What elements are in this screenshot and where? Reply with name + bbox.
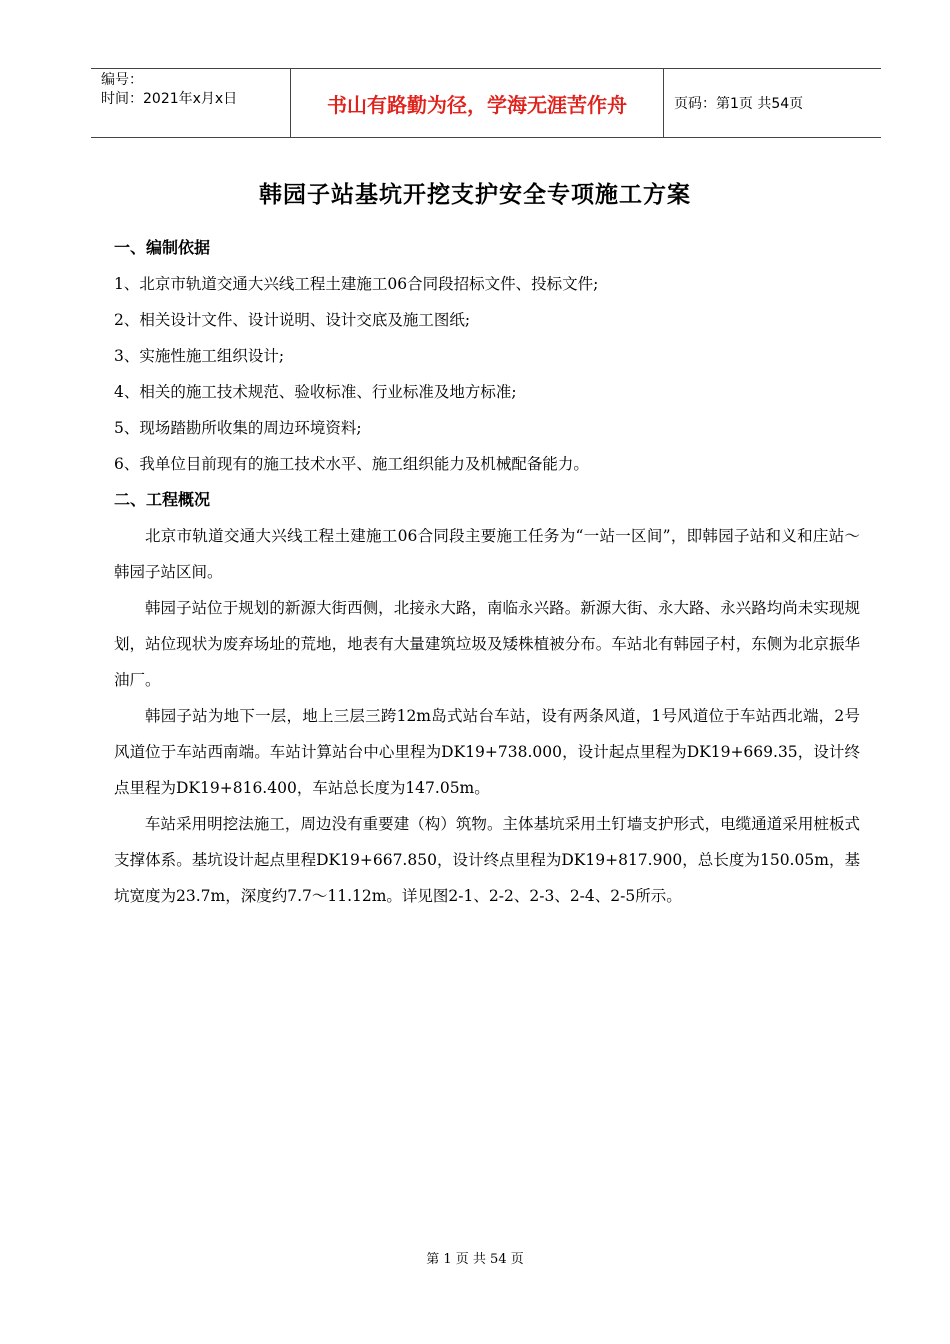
basis-item: 4、相关的施工技术规范、验收标准、行业标准及地方标准; bbox=[114, 383, 517, 401]
overview-paragraph: 韩园子站为地下一层，地上三层三跨12m岛式站台车站，设有两条风道，1号风道位于车站西北端，2号风道位于车站西南端。车站计算站台中心里程为DK19+738.000，设计起点里程为DK19+669.35，设计终点里程为DK19+816.400，车站总长度为147.05m。 bbox=[114, 707, 860, 797]
basis-item: 3、实施性施工组织设计; bbox=[114, 347, 285, 365]
overview-paragraph: 车站采用明挖法施工，周边没有重要建（构）筑物。主体基坑采用土钉墙支护形式，电缆通道采用桩板式支撑体系。基坑设计起点里程DK19+667.850，设计终点里程为DK19+817.900，总长度为150.05m，基坑宽度为23.7m，深度约7.7～11.12m。详见图2-1、2-2、2-3、2-4、2-5所示。 bbox=[114, 815, 860, 905]
basis-item: 1、北京市轨道交通大兴线工程土建施工06合同段招标文件、投标文件; bbox=[114, 275, 599, 293]
basis-item: 2、相关设计文件、设计说明、设计交底及施工图纸; bbox=[114, 311, 471, 329]
document-title: 韩园子站基坑开挖支护安全专项施工方案 bbox=[259, 182, 691, 208]
doc-number-label: 编号： bbox=[101, 72, 143, 88]
section-heading-basis: 一、编制依据 bbox=[114, 238, 211, 257]
section-heading-overview: 二、工程概况 bbox=[114, 490, 211, 509]
doc-time-label: 时间：2021年x月x日 bbox=[101, 91, 238, 107]
page-footer: 第 1 页 共 54 页 bbox=[426, 1252, 524, 1267]
header-page-number: 页码：第1页 共54页 bbox=[674, 96, 804, 112]
basis-item: 5、现场踏勘所收集的周边环境资料; bbox=[114, 419, 362, 437]
overview-paragraph: 韩园子站位于规划的新源大街西侧，北接永大路，南临永兴路。新源大街、永大路、永兴路均尚未实现规划，站位现状为废弃场址的荒地，地表有大量建筑垃圾及矮株植被分布。车站北有韩园子村，东侧为北京振华油厂。 bbox=[114, 599, 860, 689]
document-body bbox=[114, 230, 860, 914]
header-meta bbox=[91, 69, 291, 137]
overview-paragraph: 北京市轨道交通大兴线工程土建施工06合同段主要施工任务为“一站一区间”，即韩园子站和义和庄站～韩园子站区间。 bbox=[114, 527, 860, 581]
header-table bbox=[91, 68, 881, 138]
header-motto: 书山有路勤为径，学海无涯苦作舟 bbox=[291, 69, 664, 137]
basis-item: 6、我单位目前现有的施工技术水平、施工组织能力及机械配备能力。 bbox=[114, 455, 589, 473]
